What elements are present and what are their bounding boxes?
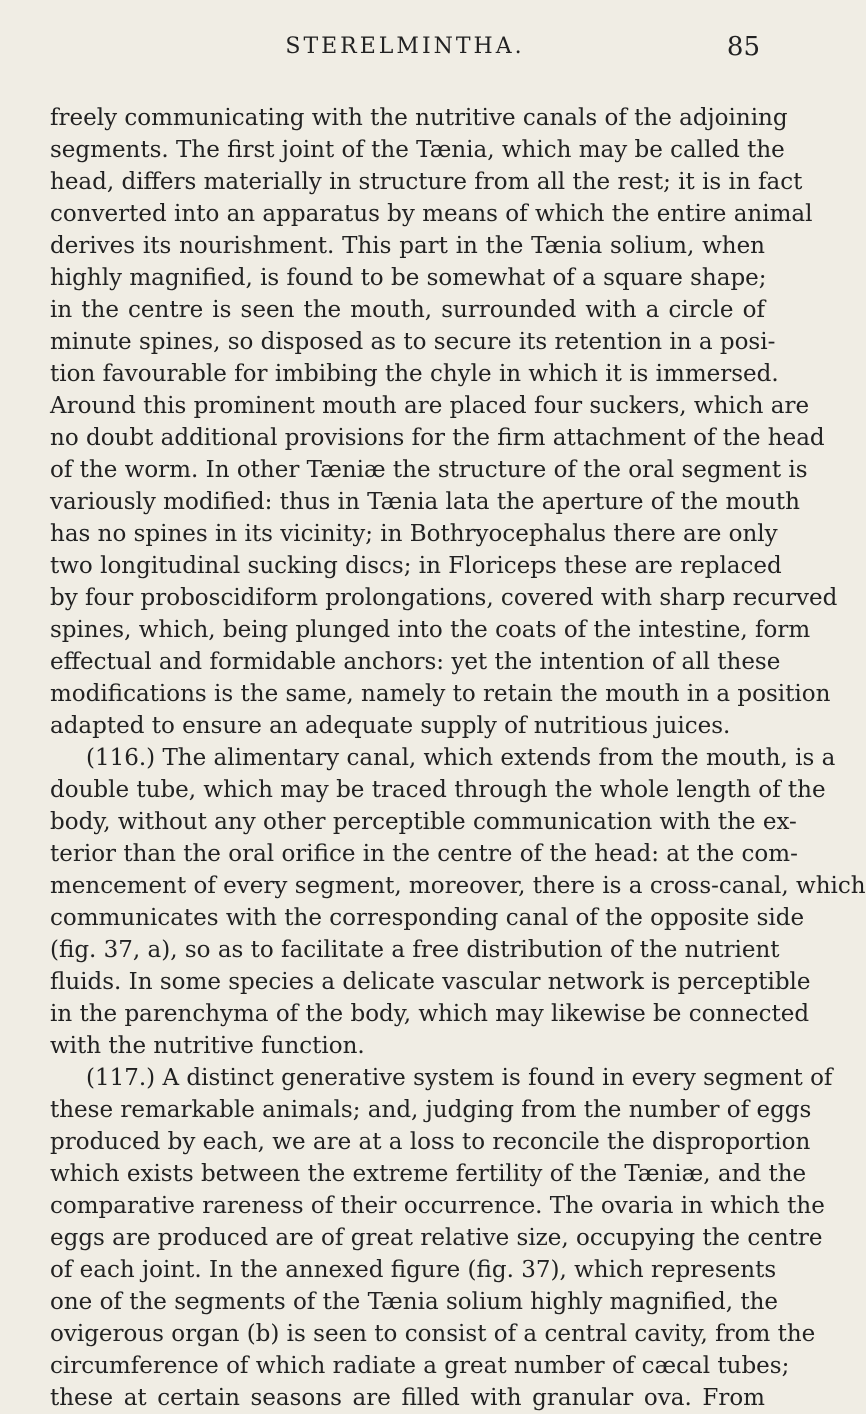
text-line: effectual and formidable anchors: yet the intention of all these	[50, 649, 781, 675]
text-line: two longitudinal sucking discs; in Floriceps these are replaced	[50, 553, 782, 579]
text-line: body, without any other perceptible communication with the ex-	[50, 809, 797, 835]
text-line: by four proboscidiform prolongations, covered with sharp recurved	[50, 585, 838, 611]
text-line: in the centre is seen the mouth, surrounded with a circle of	[50, 297, 765, 323]
text-line: (117.) A distinct generative system is found in every segment of	[86, 1065, 833, 1091]
text-line: adapted to ensure an adequate supply of nutritious juices.	[50, 713, 731, 739]
text-line: which exists between the extreme fertility of the Tæniæ, and the	[50, 1161, 807, 1187]
text-line: produced by each, we are at a loss to reconcile the disproportion	[50, 1129, 811, 1155]
text-line: circumference of which radiate a great number of cæcal tubes;	[50, 1353, 790, 1379]
text-line: these remarkable animals; and, judging from the number of eggs	[50, 1097, 812, 1123]
text-line: Around this prominent mouth are placed four suckers, which are	[50, 393, 810, 419]
text-line: freely communicating with the nutritive canals of the adjoining	[50, 105, 788, 131]
text-line: fluids. In some species a delicate vascular network is perceptible	[50, 969, 811, 995]
text-line: tion favourable for imbibing the chyle in which it is immersed.	[50, 361, 779, 387]
text-line: modifications is the same, namely to retain the mouth in a position	[50, 681, 831, 707]
text-line: (fig. 37, a), so as to facilitate a free distribution of the nutrient	[50, 937, 780, 963]
text-line: communicates with the corresponding canal of the opposite side	[50, 905, 805, 931]
text-line: these at certain seasons are filled with granular ova. From	[50, 1385, 765, 1411]
text-line: comparative rareness of their occurrence. The ovaria in which the	[50, 1193, 825, 1219]
running-head: STERELMINTHA.	[285, 34, 525, 59]
text-line: one of the segments of the Tænia solium highly magnified, the	[50, 1289, 779, 1315]
text-line: minute spines, so disposed as to secure its retention in a posi-	[50, 329, 776, 355]
text-line: converted into an apparatus by means of which the entire animal	[50, 201, 813, 227]
text-line: mencement of every segment, moreover, there is a cross-canal, which	[50, 873, 866, 899]
text-line: with the nutritive function.	[50, 1033, 365, 1059]
text-line: terior than the oral orifice in the centre of the head: at the com-	[50, 841, 798, 867]
page-number: 85	[726, 32, 760, 62]
text-line: (116.) The alimentary canal, which extends from the mouth, is a	[86, 745, 836, 771]
text-line: ovigerous organ (b) is seen to consist of a central cavity, from the	[50, 1321, 816, 1347]
text-line: derives its nourishment. This part in the Tænia solium, when	[50, 233, 765, 259]
text-line: of each joint. In the annexed figure (fig. 37), which represents	[50, 1257, 777, 1283]
page-header	[50, 34, 760, 70]
text-line: highly magnified, is found to be somewhat of a square shape;	[50, 265, 767, 291]
text-line: no doubt additional provisions for the firm attachment of the head	[50, 425, 825, 451]
text-line: double tube, which may be traced through the whole length of the	[50, 777, 826, 803]
text-line: head, differs materially in structure from all the rest; it is in fact	[50, 169, 803, 195]
text-line: segments. The first joint of the Tænia, which may be called the	[50, 137, 785, 163]
text-line: variously modified: thus in Tænia lata the aperture of the mouth	[50, 489, 800, 515]
text-line: spines, which, being plunged into the coats of the intestine, form	[50, 617, 811, 643]
text-line: of the worm. In other Tæniæ the structure of the oral segment is	[50, 457, 808, 483]
text-line: eggs are produced are of great relative size, occupying the centre	[50, 1225, 823, 1251]
text-line: in the parenchyma of the body, which may likewise be connected	[50, 1001, 810, 1027]
body-text	[50, 102, 866, 1414]
text-line: has no spines in its vicinity; in Bothryocephalus there are only	[50, 521, 778, 547]
